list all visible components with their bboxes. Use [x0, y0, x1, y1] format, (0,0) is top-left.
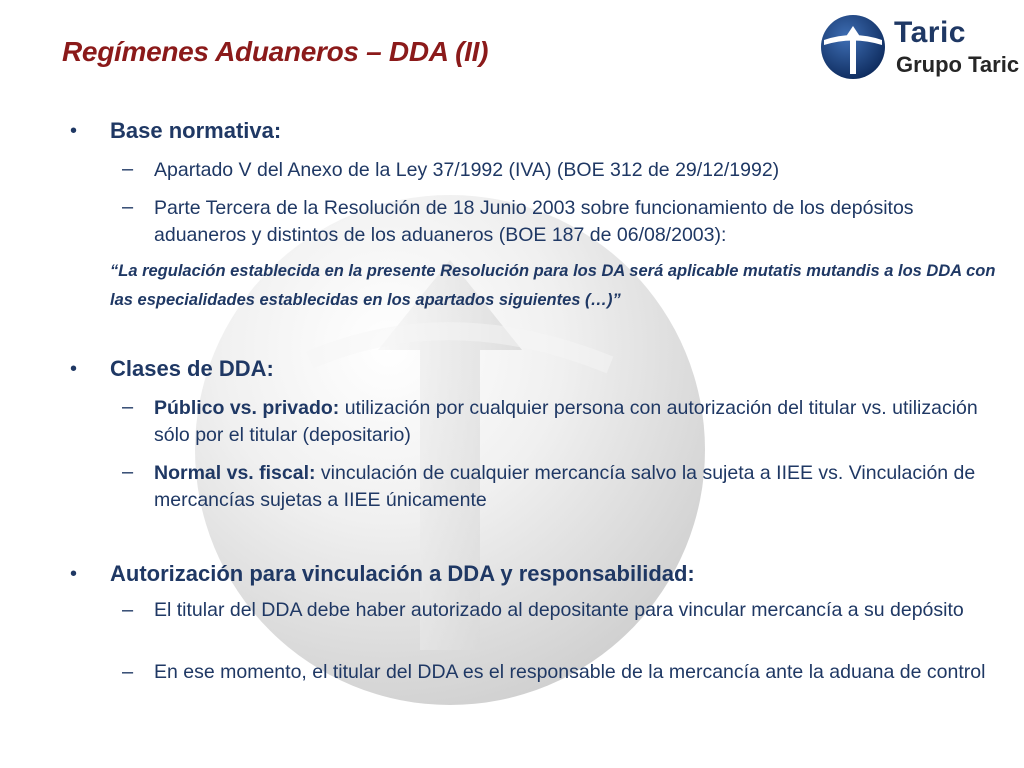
dash-marker: –: [122, 158, 134, 180]
list-item: [154, 460, 1004, 514]
quote-text: “La regulación establecida en la presente Resolución para los DA será aplicable mutatis mutandis a los DDA con las especialidades establecidas en los apartados siguientes (…)”: [110, 262, 996, 309]
logo-group-text: Grupo Taric: [896, 52, 1020, 77]
item-text: utilización por cualquier persona con autorización del titular vs. utilización sólo por el titular (depositario): [154, 397, 978, 446]
item-lead: Normal vs. fiscal:: [154, 462, 316, 484]
section-heading-base-normativa: Base normativa:: [110, 118, 282, 143]
page-title: Regímenes Aduaneros – DDA (II): [62, 36, 489, 67]
list-item: [154, 195, 1004, 249]
item-text: Parte Tercera de la Resolución de 18 Junio 2003 sobre funcionamiento de los depósitos aduaneros y distintos de los aduaneros (BOE 187 de 06/08/2003):: [154, 197, 914, 246]
dash-marker: –: [122, 396, 134, 418]
section-heading-autorizacion: Autorización para vinculación a DDA y responsabilidad:: [110, 561, 695, 586]
item-text: Apartado V del Anexo de la Ley 37/1992 (IVA) (BOE 312 de 29/12/1992): [154, 159, 780, 181]
list-item: [154, 395, 1004, 449]
item-text: vinculación de cualquier mercancía salvo la sujeta a IIEE vs. Vinculación de mercancías sujetas a IIEE únicamente: [154, 462, 976, 511]
dash-marker: –: [122, 461, 134, 483]
list-item: [154, 597, 1004, 624]
logo-brand-text: Taric: [894, 16, 966, 49]
item-text: El titular del DDA debe haber autorizado al depositante para vincular mercancía a su depósito: [154, 599, 964, 621]
bullet-marker: •: [70, 358, 78, 380]
dash-marker: –: [122, 661, 134, 683]
list-item: [154, 157, 1004, 184]
bullet-marker: •: [70, 563, 78, 585]
dash-marker: –: [122, 196, 134, 218]
section-heading-clases: Clases de DDA:: [110, 356, 274, 381]
item-text: En ese momento, el titular del DDA es el responsable de la mercancía ante la aduana de control: [154, 661, 986, 683]
list-item: [154, 659, 1004, 686]
dash-marker: –: [122, 599, 134, 621]
item-lead: Público vs. privado:: [154, 397, 340, 419]
bullet-marker: •: [70, 120, 78, 142]
